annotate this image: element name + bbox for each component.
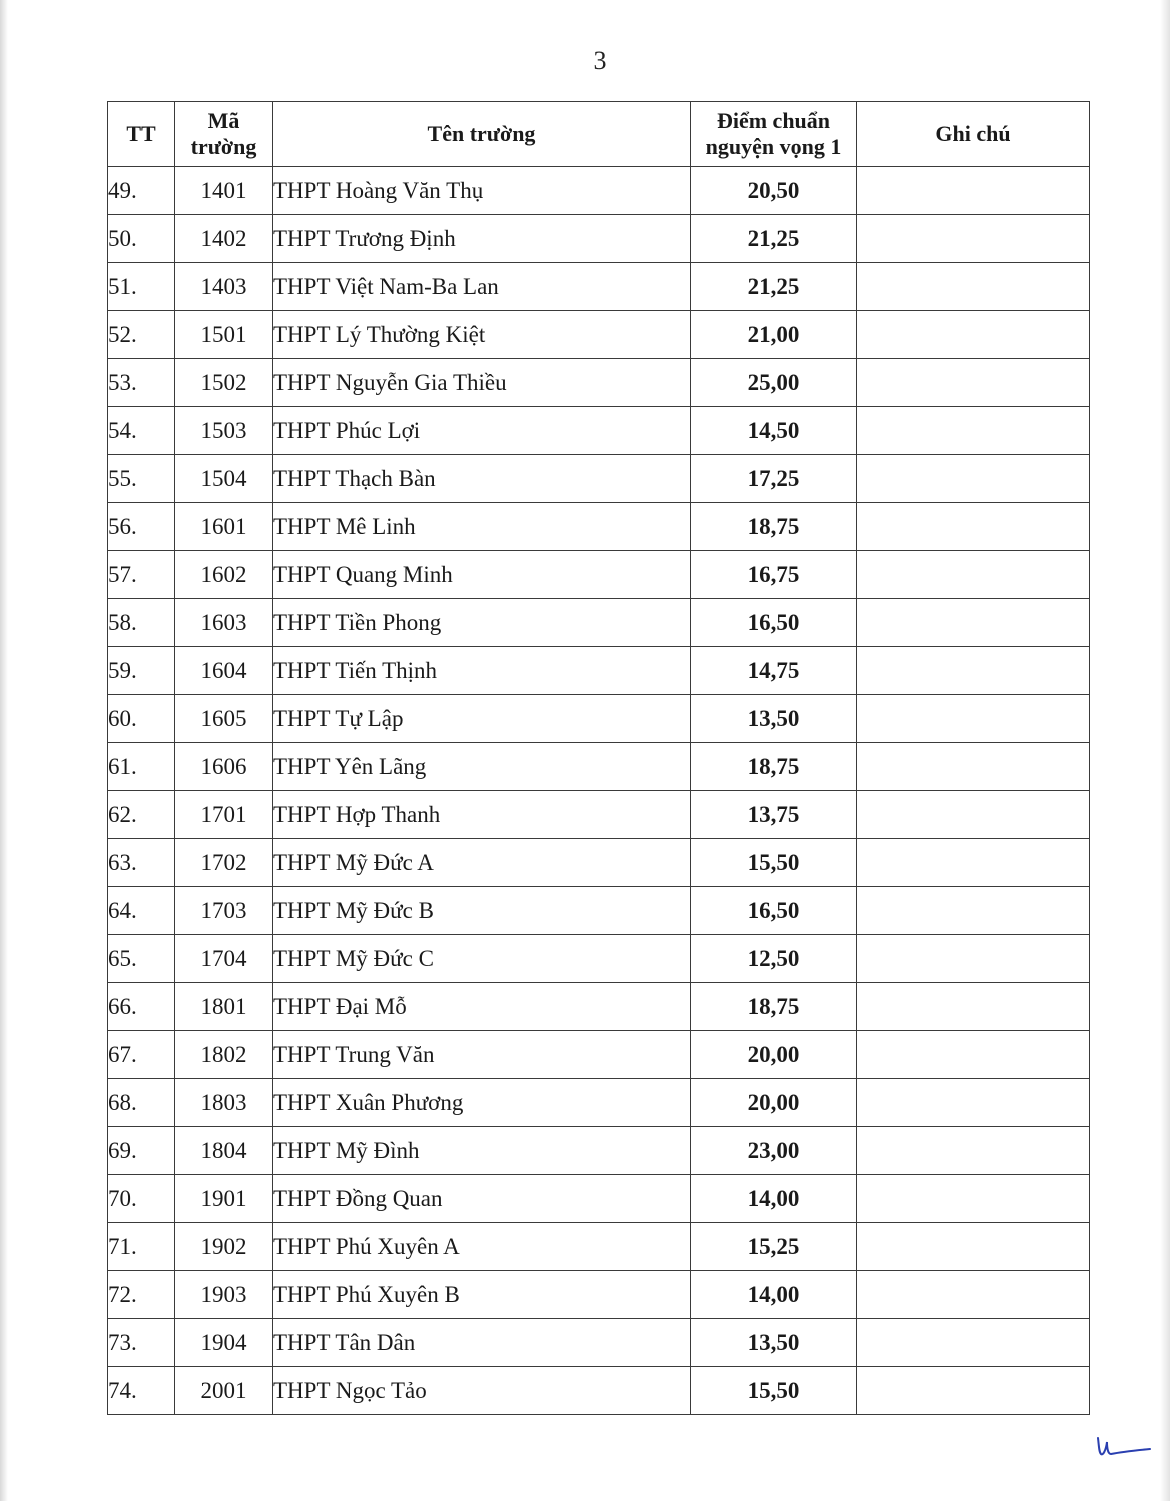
cell-note (857, 983, 1090, 1031)
cell-school-code: 1802 (175, 1031, 273, 1079)
cell-school-name: THPT Mỹ Đức A (273, 839, 691, 887)
cell-score: 14,75 (691, 647, 857, 695)
cell-school-name: THPT Nguyễn Gia Thiều (273, 359, 691, 407)
cell-note (857, 407, 1090, 455)
table-row (108, 1031, 1090, 1079)
table-row (108, 311, 1090, 359)
cell-note (857, 1271, 1090, 1319)
cell-score: 18,75 (691, 983, 857, 1031)
cell-tt: 68. (108, 1079, 175, 1127)
cell-school-name: THPT Tân Dân (273, 1319, 691, 1367)
cell-school-code: 1604 (175, 647, 273, 695)
cell-score: 25,00 (691, 359, 857, 407)
cell-tt: 73. (108, 1319, 175, 1367)
cell-school-code: 1901 (175, 1175, 273, 1223)
cell-tt: 70. (108, 1175, 175, 1223)
cell-tt: 61. (108, 743, 175, 791)
cell-note (857, 1319, 1090, 1367)
cell-school-name: THPT Đại Mỗ (273, 983, 691, 1031)
cell-school-name: THPT Tiến Thịnh (273, 647, 691, 695)
cell-school-name: THPT Mỹ Đức C (273, 935, 691, 983)
cell-school-name: THPT Mỹ Đức B (273, 887, 691, 935)
cell-score: 13,50 (691, 695, 857, 743)
cell-note (857, 647, 1090, 695)
cell-school-code: 1606 (175, 743, 273, 791)
table-row (108, 983, 1090, 1031)
cell-note (857, 1223, 1090, 1271)
cell-school-code: 1403 (175, 263, 273, 311)
table-row (108, 167, 1090, 215)
cell-note (857, 167, 1090, 215)
cell-school-name: THPT Đồng Quan (273, 1175, 691, 1223)
cell-note (857, 359, 1090, 407)
table-row (108, 1079, 1090, 1127)
cell-note (857, 1127, 1090, 1175)
table-body (108, 167, 1090, 1415)
cell-school-code: 1903 (175, 1271, 273, 1319)
cell-school-name: THPT Mê Linh (273, 503, 691, 551)
table-row (108, 935, 1090, 983)
table-row (108, 791, 1090, 839)
cell-tt: 74. (108, 1367, 175, 1415)
cell-tt: 71. (108, 1223, 175, 1271)
cell-tt: 53. (108, 359, 175, 407)
cell-school-name: THPT Tự Lập (273, 695, 691, 743)
table-row (108, 1271, 1090, 1319)
cell-tt: 65. (108, 935, 175, 983)
cell-score: 16,50 (691, 599, 857, 647)
cell-school-code: 1502 (175, 359, 273, 407)
cell-score: 13,75 (691, 791, 857, 839)
cell-tt: 52. (108, 311, 175, 359)
table-row (108, 215, 1090, 263)
cell-tt: 56. (108, 503, 175, 551)
header-school-code-line2: trường (190, 134, 257, 159)
cell-score: 13,50 (691, 1319, 857, 1367)
cell-school-name: THPT Xuân Phương (273, 1079, 691, 1127)
table-row (108, 599, 1090, 647)
cell-school-code: 1702 (175, 839, 273, 887)
cell-school-code: 1803 (175, 1079, 273, 1127)
table-row (108, 263, 1090, 311)
cell-note (857, 695, 1090, 743)
cell-note (857, 839, 1090, 887)
table-row (108, 695, 1090, 743)
cell-score: 18,75 (691, 503, 857, 551)
cell-school-code: 1503 (175, 407, 273, 455)
cell-school-code: 1602 (175, 551, 273, 599)
cell-school-name: THPT Lý Thường Kiệt (273, 311, 691, 359)
cell-school-code: 1704 (175, 935, 273, 983)
cell-tt: 49. (108, 167, 175, 215)
cell-school-code: 1504 (175, 455, 273, 503)
cell-school-code: 1603 (175, 599, 273, 647)
header-score-line2: nguyện vọng 1 (705, 134, 842, 159)
cell-note (857, 743, 1090, 791)
cell-school-code: 1401 (175, 167, 273, 215)
cell-score: 15,50 (691, 1367, 857, 1415)
cell-tt: 54. (108, 407, 175, 455)
cell-school-code: 1904 (175, 1319, 273, 1367)
table-row (108, 887, 1090, 935)
cell-school-name: THPT Phúc Lợi (273, 407, 691, 455)
cell-school-name: THPT Quang Minh (273, 551, 691, 599)
cell-school-name: THPT Hoàng Văn Thụ (273, 167, 691, 215)
table-row (108, 359, 1090, 407)
cell-score: 18,75 (691, 743, 857, 791)
table-row (108, 407, 1090, 455)
cell-tt: 59. (108, 647, 175, 695)
table-row (108, 455, 1090, 503)
cell-score: 14,00 (691, 1175, 857, 1223)
cell-note (857, 1367, 1090, 1415)
header-tt: TT (108, 102, 175, 167)
cell-note (857, 887, 1090, 935)
cell-tt: 57. (108, 551, 175, 599)
cell-school-name: THPT Yên Lãng (273, 743, 691, 791)
cell-school-name: THPT Trương Định (273, 215, 691, 263)
page-number: 3 (593, 46, 607, 75)
table-row (108, 839, 1090, 887)
cell-score: 12,50 (691, 935, 857, 983)
cell-note (857, 263, 1090, 311)
cell-score: 17,25 (691, 455, 857, 503)
cell-school-code: 1601 (175, 503, 273, 551)
cell-note (857, 935, 1090, 983)
signature-icon (1094, 1430, 1154, 1460)
cell-school-name: THPT Phú Xuyên B (273, 1271, 691, 1319)
cell-tt: 55. (108, 455, 175, 503)
cell-score: 14,50 (691, 407, 857, 455)
cell-score: 20,00 (691, 1031, 857, 1079)
cell-score: 16,75 (691, 551, 857, 599)
page-edge-shadow (0, 0, 8, 1501)
cell-score: 15,25 (691, 1223, 857, 1271)
cell-score: 23,00 (691, 1127, 857, 1175)
cell-note (857, 1031, 1090, 1079)
cell-score: 20,00 (691, 1079, 857, 1127)
cell-school-code: 2001 (175, 1367, 273, 1415)
cell-tt: 69. (108, 1127, 175, 1175)
cell-tt: 58. (108, 599, 175, 647)
cell-tt: 63. (108, 839, 175, 887)
header-score-line1: Điểm chuẩn (716, 108, 831, 133)
cell-tt: 60. (108, 695, 175, 743)
table-row (108, 743, 1090, 791)
cell-note (857, 599, 1090, 647)
table-row (108, 1223, 1090, 1271)
cell-score: 21,00 (691, 311, 857, 359)
cell-tt: 51. (108, 263, 175, 311)
cell-note (857, 311, 1090, 359)
header-school-name: Tên trường (273, 102, 691, 167)
cell-note (857, 503, 1090, 551)
cell-score: 20,50 (691, 167, 857, 215)
cell-school-code: 1605 (175, 695, 273, 743)
page-edge-shadow-right (1160, 0, 1170, 1501)
cell-tt: 62. (108, 791, 175, 839)
cell-school-code: 1701 (175, 791, 273, 839)
cell-note (857, 1079, 1090, 1127)
cell-note (857, 215, 1090, 263)
cell-school-code: 1804 (175, 1127, 273, 1175)
cell-tt: 67. (108, 1031, 175, 1079)
cell-note (857, 1175, 1090, 1223)
table-row (108, 551, 1090, 599)
cell-score: 21,25 (691, 263, 857, 311)
cell-school-name: THPT Thạch Bàn (273, 455, 691, 503)
cell-school-code: 1501 (175, 311, 273, 359)
cell-school-code: 1402 (175, 215, 273, 263)
table-row (108, 1367, 1090, 1415)
cell-score: 15,50 (691, 839, 857, 887)
table-header-row (108, 102, 1090, 167)
cell-note (857, 791, 1090, 839)
table-row (108, 1175, 1090, 1223)
table-row (108, 1127, 1090, 1175)
cell-score: 16,50 (691, 887, 857, 935)
header-school-code-line1: Mã (207, 108, 240, 133)
cell-tt: 50. (108, 215, 175, 263)
cell-note (857, 455, 1090, 503)
cell-score: 21,25 (691, 215, 857, 263)
cell-school-name: THPT Phú Xuyên A (273, 1223, 691, 1271)
admission-score-table (107, 101, 1090, 1415)
cell-school-code: 1902 (175, 1223, 273, 1271)
header-score (691, 102, 857, 167)
cell-tt: 64. (108, 887, 175, 935)
cell-school-code: 1703 (175, 887, 273, 935)
cell-school-name: THPT Hợp Thanh (273, 791, 691, 839)
cell-school-name: THPT Ngọc Tảo (273, 1367, 691, 1415)
cell-school-name: THPT Tiền Phong (273, 599, 691, 647)
cell-tt: 66. (108, 983, 175, 1031)
table-row (108, 1319, 1090, 1367)
cell-school-name: THPT Trung Văn (273, 1031, 691, 1079)
header-note: Ghi chú (857, 102, 1090, 167)
header-school-code (175, 102, 273, 167)
cell-school-name: THPT Việt Nam-Ba Lan (273, 263, 691, 311)
table-row (108, 503, 1090, 551)
cell-note (857, 551, 1090, 599)
cell-school-name: THPT Mỹ Đình (273, 1127, 691, 1175)
table-row (108, 647, 1090, 695)
cell-school-code: 1801 (175, 983, 273, 1031)
cell-score: 14,00 (691, 1271, 857, 1319)
cell-tt: 72. (108, 1271, 175, 1319)
